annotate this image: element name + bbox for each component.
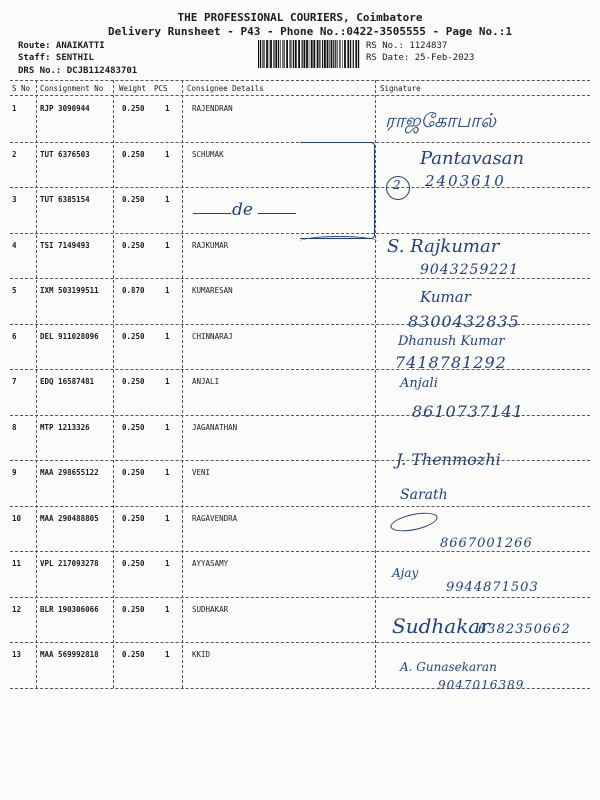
signature: S. Rajkumar (387, 236, 500, 257)
pcs-value: 1 (165, 149, 170, 159)
serial-number: 11 (12, 559, 22, 568)
consignee-name: KUMARESAN (192, 286, 233, 295)
pcs-value: 1 (165, 513, 170, 523)
consignment-number: DEL 911028096 (40, 331, 99, 341)
row-divider (10, 506, 590, 507)
pcs-value: 1 (165, 104, 170, 113)
consignment-number: EDQ 16587481 (40, 377, 95, 386)
serial-number: 4 (12, 240, 17, 250)
pcs-value: 1 (165, 468, 170, 477)
row-divider (10, 597, 590, 598)
pcs-value: 1 (165, 377, 170, 386)
staff-label: Staff: SENTHIL (18, 53, 94, 63)
consignment-number: TUT 6385154 (40, 195, 90, 204)
col-sno-header: S No (12, 84, 31, 93)
col-consignment-header: Consignment No (40, 84, 104, 93)
pcs-value: 1 (165, 195, 170, 204)
signature: Dhanush Kumar (398, 334, 505, 349)
serial-number: 7 (12, 377, 17, 386)
weight-value: 0.250 (122, 377, 145, 386)
dash-mark (193, 213, 231, 214)
drs-number: DRS No.: DCJB112483701 (18, 66, 138, 76)
header-divider (10, 95, 590, 96)
table-top-border (10, 80, 590, 81)
consignee-name: KKID (192, 650, 211, 659)
col-signature-header: Signature (380, 84, 421, 93)
route-label: Route: ANAIKATTI (18, 41, 105, 51)
consignment-number: TSI 7149493 (40, 240, 90, 250)
phone-number: 7418781292 (395, 353, 507, 372)
consignment-number: TUT 6376503 (40, 149, 90, 159)
row-divider (10, 642, 590, 643)
phone-number: 6382350662 (478, 622, 571, 637)
row-divider (10, 551, 590, 552)
consignment-number: RJP 3090944 (40, 104, 90, 113)
phone-number: 8300432835 (408, 312, 520, 331)
consignment-number: BLR 190306066 (40, 604, 99, 614)
bracket-mark (300, 142, 375, 239)
circle-number: 2 (393, 178, 401, 192)
serial-number: 2 (12, 149, 17, 159)
pcs-value: 1 (165, 559, 170, 568)
consignee-name: AYYASAMY (192, 559, 229, 568)
pcs-value: 1 (165, 331, 170, 341)
col-pcs-header: PCS (154, 84, 168, 93)
company-title: THE PROFESSIONAL COURIERS, Coimbatore (177, 11, 423, 24)
pcs-value: 1 (165, 604, 170, 614)
weight-value: 0.250 (122, 331, 145, 341)
consignee-name: SCHUMAK (192, 149, 224, 159)
signature: Pantavasan (420, 148, 525, 169)
weight-value: 0.250 (122, 513, 145, 523)
serial-number: 10 (12, 513, 22, 523)
signature: Kumar (420, 288, 471, 306)
pcs-value: 1 (165, 422, 170, 432)
consignee-name: RAGAVENDRA (192, 513, 238, 523)
runsheet-title: Delivery Runsheet - P43 - Phone No.:0422-3505555 - Page No.:1 (108, 25, 512, 38)
serial-number: 12 (12, 604, 22, 614)
weight-value: 0.250 (122, 468, 145, 477)
phone-number: 9043259221 (420, 262, 520, 278)
pcs-value: 1 (165, 240, 170, 250)
weight-value: 0.250 (122, 240, 145, 250)
scribble-mark (389, 509, 439, 535)
consignment-number: VPL 217093278 (40, 559, 99, 568)
phone-number: 8610737141 (412, 402, 524, 421)
signature: de (232, 200, 253, 220)
weight-value: 0.250 (122, 604, 145, 614)
consignment-number: MTP 1213326 (40, 422, 90, 432)
row-divider (10, 460, 590, 461)
dash-mark (258, 213, 296, 214)
rs-date: RS Date: 25-Feb-2023 (366, 53, 475, 63)
consignee-name: ANJALI (192, 377, 220, 386)
consignment-number: MAA 290488805 (40, 513, 99, 523)
stroke-mark (300, 236, 378, 247)
pcs-value: 1 (165, 650, 170, 659)
phone-number: 9047016389 (438, 678, 525, 692)
signature: Anjali (400, 376, 438, 391)
weight-value: 0.250 (122, 104, 145, 113)
consignee-name: SUDHAKAR (192, 604, 229, 614)
consignment-number: MAA 298655122 (40, 468, 99, 477)
serial-number: 3 (12, 195, 17, 204)
consignment-number: MAA 569992818 (40, 650, 99, 659)
consignment-number: IXM 503199511 (40, 286, 99, 295)
weight-value: 0.250 (122, 195, 145, 204)
weight-value: 0.870 (122, 286, 145, 295)
signature: Sarath (400, 487, 448, 503)
consignee-name: VENI (192, 468, 211, 477)
row-divider (10, 278, 590, 279)
col-weight-header: Weight (119, 84, 147, 93)
serial-number: 13 (12, 650, 22, 659)
signature: J. Thenmozhi (396, 450, 501, 469)
signature: ராஜகோபால் (385, 110, 496, 132)
serial-number: 1 (12, 104, 17, 113)
col-consignee-header: Consignee Details (187, 84, 264, 93)
phone-number: 8667001266 (440, 536, 533, 551)
rs-number: RS No.: 1124837 (366, 41, 448, 51)
phone-number: 2403610 (425, 172, 506, 190)
serial-number: 5 (12, 286, 17, 295)
consignee-name: RAJKUMAR (192, 240, 229, 250)
signature: Sudhakar (392, 614, 490, 638)
pcs-value: 1 (165, 286, 170, 295)
signature: A. Gunasekaran (400, 660, 497, 674)
serial-number: 6 (12, 331, 17, 341)
weight-value: 0.250 (122, 559, 145, 568)
serial-number: 9 (12, 468, 17, 477)
barcode-icon (257, 40, 360, 68)
weight-value: 0.250 (122, 149, 145, 159)
consignee-name: RAJENDRAN (192, 104, 233, 113)
phone-number: 9944871503 (446, 580, 539, 595)
serial-number: 8 (12, 422, 17, 432)
weight-value: 0.250 (122, 422, 145, 432)
consignee-name: JAGANATHAN (192, 422, 238, 432)
signature: Ajay (392, 566, 419, 580)
weight-value: 0.250 (122, 650, 145, 659)
consignee-name: CHINNARAJ (192, 331, 233, 341)
